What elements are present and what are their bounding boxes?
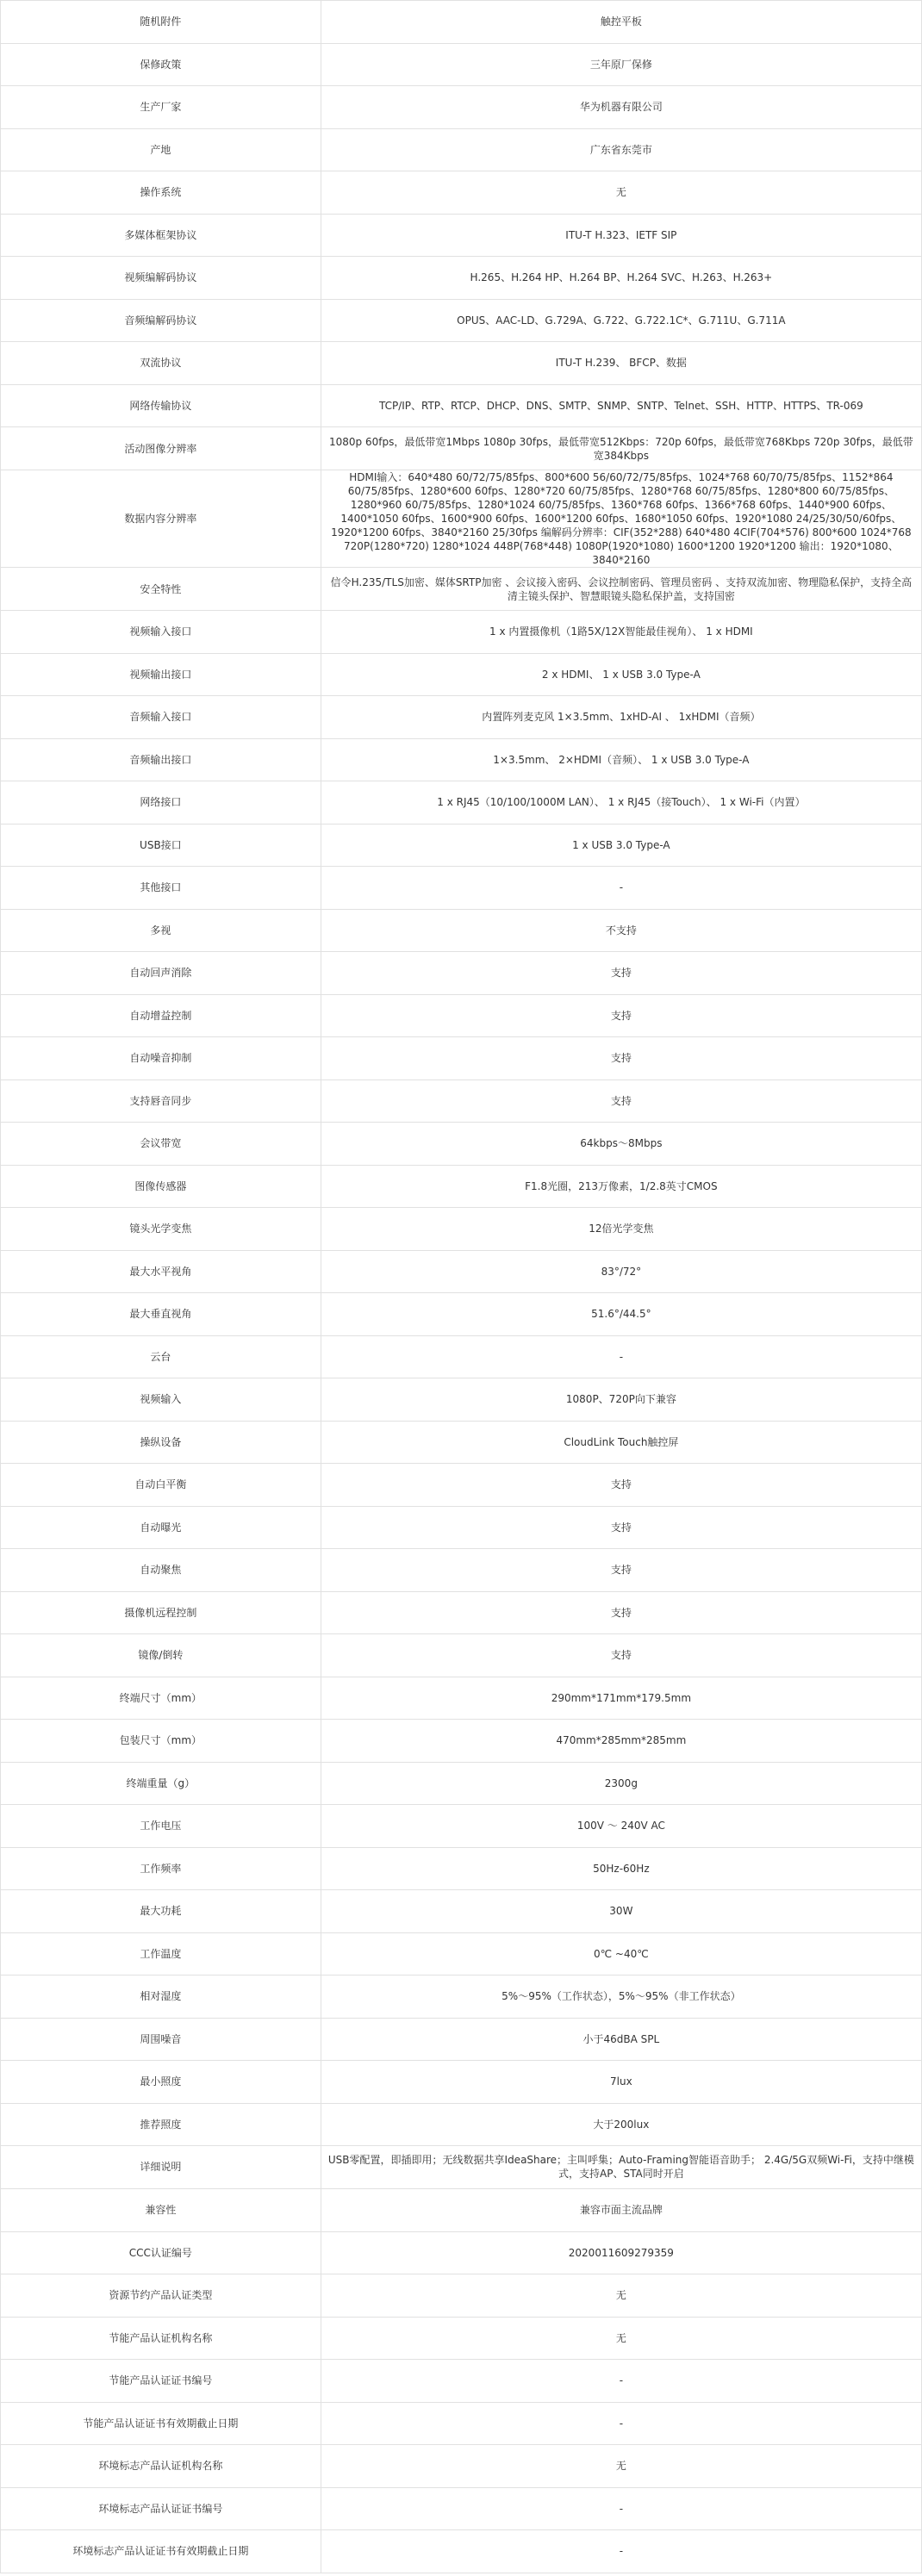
- spec-key: 随机附件: [1, 1, 321, 44]
- spec-row: [1, 1762, 922, 1805]
- spec-key: 镜像/倒转: [1, 1634, 321, 1677]
- spec-key: 资源节约产品认证类型: [1, 2274, 321, 2318]
- spec-key: 自动曝光: [1, 1506, 321, 1549]
- spec-value: 100V ～ 240V AC: [321, 1805, 921, 1848]
- spec-key: 操纵设备: [1, 1421, 321, 1464]
- spec-key: 终端尺寸（mm）: [1, 1677, 321, 1720]
- spec-row: [1, 909, 922, 952]
- spec-value: 信令H.235/TLS加密、媒体SRTP加密 、会议接入密码、会议控制密码、管理员密码 、支持双流加密、物理隐私保护，支持全高清主镜头保护、智慧眼镜头隐私保护盖，支持国密: [321, 568, 921, 611]
- spec-value: 支持: [321, 1506, 921, 1549]
- spec-row: [1, 653, 922, 696]
- spec-row: [1, 738, 922, 781]
- spec-key: 视频编解码协议: [1, 257, 321, 300]
- spec-row: [1, 1847, 922, 1890]
- spec-value: 三年原厂保修: [321, 43, 921, 86]
- spec-key: CCC认证编号: [1, 2231, 321, 2274]
- spec-value: 无: [321, 171, 921, 215]
- spec-value: 51.6°/44.5°: [321, 1293, 921, 1336]
- spec-key: 最大垂直视角: [1, 1293, 321, 1336]
- spec-key: 周围噪音: [1, 2018, 321, 2061]
- spec-table-body: [1, 1, 922, 2573]
- spec-row: [1, 1037, 922, 1080]
- spec-value: 7lux: [321, 2061, 921, 2104]
- spec-value: 小于46dBA SPL: [321, 2018, 921, 2061]
- spec-key: 其他接口: [1, 867, 321, 910]
- spec-value: -: [321, 867, 921, 910]
- spec-key: USB接口: [1, 824, 321, 867]
- spec-key: 环境标志产品认证证书编号: [1, 2487, 321, 2530]
- spec-value: 无: [321, 2274, 921, 2318]
- spec-value: USB零配置，即插即用；无线数据共享IdeaShare；主叫呼集；Auto-Framing智能语音助手； 2.4G/5G双频Wi-Fi，支持中继模式，支持AP、STA同时开启: [321, 2146, 921, 2189]
- spec-key: 网络传输协议: [1, 384, 321, 427]
- spec-key: 摄像机远程控制: [1, 1591, 321, 1634]
- spec-row: [1, 696, 922, 739]
- spec-row: [1, 952, 922, 995]
- spec-value: 大于200lux: [321, 2103, 921, 2146]
- spec-key: 最大水平视角: [1, 1250, 321, 1293]
- spec-key: 视频输入: [1, 1378, 321, 1422]
- spec-key: 音频输出接口: [1, 738, 321, 781]
- spec-row: [1, 1165, 922, 1208]
- spec-row: [1, 1, 922, 44]
- spec-key: 工作温度: [1, 1932, 321, 1976]
- spec-value: -: [321, 2530, 921, 2573]
- spec-row: [1, 1123, 922, 1166]
- spec-row: [1, 611, 922, 654]
- spec-key: 镜头光学变焦: [1, 1208, 321, 1251]
- spec-value: 1080P、720P向下兼容: [321, 1378, 921, 1422]
- spec-row: [1, 2061, 922, 2104]
- spec-value: 1×3.5mm、 2×HDMI（音频）、 1 x USB 3.0 Type-A: [321, 738, 921, 781]
- spec-key: 生产厂家: [1, 86, 321, 129]
- spec-row: [1, 1591, 922, 1634]
- spec-row: [1, 1293, 922, 1336]
- spec-row: [1, 2317, 922, 2360]
- spec-row: [1, 342, 922, 385]
- spec-key: 兼容性: [1, 2188, 321, 2231]
- spec-value: 支持: [321, 1591, 921, 1634]
- spec-row: [1, 257, 922, 300]
- spec-key: 自动聚焦: [1, 1549, 321, 1592]
- spec-key: 图像传感器: [1, 1165, 321, 1208]
- spec-key: 终端重量（g）: [1, 1762, 321, 1805]
- spec-row: [1, 2018, 922, 2061]
- spec-row: [1, 1634, 922, 1677]
- spec-row: [1, 384, 922, 427]
- spec-value: 触控平板: [321, 1, 921, 44]
- spec-value: 290mm*171mm*179.5mm: [321, 1677, 921, 1720]
- spec-key: 最大功耗: [1, 1890, 321, 1933]
- spec-row: [1, 2360, 922, 2403]
- spec-row: [1, 1378, 922, 1422]
- spec-value: 2020011609279359: [321, 2231, 921, 2274]
- spec-key: 视频输入接口: [1, 611, 321, 654]
- spec-row: [1, 781, 922, 824]
- spec-value: 2 x HDMI、 1 x USB 3.0 Type-A: [321, 653, 921, 696]
- spec-value: 不支持: [321, 909, 921, 952]
- spec-key: 云台: [1, 1335, 321, 1378]
- spec-row: [1, 2274, 922, 2318]
- spec-key: 数据内容分辨率: [1, 470, 321, 568]
- spec-row: [1, 2146, 922, 2189]
- spec-value: 支持: [321, 1080, 921, 1123]
- spec-key: 最小照度: [1, 2061, 321, 2104]
- spec-value: -: [321, 1335, 921, 1378]
- spec-key: 环境标志产品认证机构名称: [1, 2445, 321, 2488]
- spec-row: [1, 1335, 922, 1378]
- spec-value: 30W: [321, 1890, 921, 1933]
- spec-key: 活动图像分辨率: [1, 427, 321, 470]
- spec-value: 支持: [321, 1037, 921, 1080]
- spec-value: 支持: [321, 1634, 921, 1677]
- spec-row: [1, 1677, 922, 1720]
- spec-row: [1, 2188, 922, 2231]
- spec-key: 包装尺寸（mm）: [1, 1720, 321, 1763]
- spec-key: 会议带宽: [1, 1123, 321, 1166]
- spec-key: 自动噪音抑制: [1, 1037, 321, 1080]
- spec-key: 保修政策: [1, 43, 321, 86]
- spec-row: [1, 1208, 922, 1251]
- spec-key: 双流协议: [1, 342, 321, 385]
- spec-key: 音频编解码协议: [1, 299, 321, 342]
- spec-value: -: [321, 2402, 921, 2445]
- spec-key: 安全特性: [1, 568, 321, 611]
- spec-row: [1, 470, 922, 568]
- spec-row: [1, 824, 922, 867]
- spec-value: HDMI输入：640*480 60/72/75/85fps、800*600 56/60/72/75/85fps、1024*768 60/70/75/85fps、1152*864 60/75/85fps、1280*600 60fps、1280*720 60/75/85fps、1280*768 60/75/85fps、1280*800 60/75/85fps、1280*960 60/75/85fps、1280*1024 60/75/85fps、1360*768 60fps、1366*768 60fps、1440*900 60fps、1400*1050 60fps、1600*900 60fps、1600*1200 60fps、1680*1050 60fps、1920*1080 24/25/30/50/60fps、1920*1200 60fps、3840*2160 25/30fps 编解码分辨率：CIF(352*288) 640*480 4CIF(704*576) 800*600 1024*768 720P(1280*720) 1280*1024 448P(768*448) 1080P(1920*1080) 1600*1200 1920*1200 输出：1920*1080、3840*2160: [321, 470, 921, 568]
- spec-value: 1 x 内置摄像机（1路5X/12X智能最佳视角）、 1 x HDMI: [321, 611, 921, 654]
- spec-key: 支持唇音同步: [1, 1080, 321, 1123]
- spec-value: 2300g: [321, 1762, 921, 1805]
- spec-row: [1, 2445, 922, 2488]
- spec-row: [1, 1549, 922, 1592]
- spec-key: 多媒体框架协议: [1, 214, 321, 257]
- spec-key: 多视: [1, 909, 321, 952]
- spec-key: 推荐照度: [1, 2103, 321, 2146]
- spec-value: -: [321, 2360, 921, 2403]
- spec-row: [1, 1506, 922, 1549]
- spec-key: 自动回声消除: [1, 952, 321, 995]
- spec-row: [1, 86, 922, 129]
- spec-value: H.265、H.264 HP、H.264 BP、H.264 SVC、H.263、H.263+: [321, 257, 921, 300]
- spec-value: 1080p 60fps，最低带宽1Mbps 1080p 30fps，最低带宽512Kbps：720p 60fps，最低带宽768Kbps 720p 30fps，最低带宽384Kbps: [321, 427, 921, 470]
- spec-key: 工作频率: [1, 1847, 321, 1890]
- spec-key: 节能产品认证证书编号: [1, 2360, 321, 2403]
- spec-value: 1 x USB 3.0 Type-A: [321, 824, 921, 867]
- spec-row: [1, 2103, 922, 2146]
- spec-value: F1.8光圈，213万像素，1/2.8英寸CMOS: [321, 1165, 921, 1208]
- spec-value: 支持: [321, 1464, 921, 1507]
- spec-row: [1, 1464, 922, 1507]
- spec-row: [1, 1250, 922, 1293]
- spec-key: 环境标志产品认证证书有效期截止日期: [1, 2530, 321, 2573]
- spec-key: 音频输入接口: [1, 696, 321, 739]
- spec-row: [1, 1890, 922, 1933]
- spec-value: 广东省东莞市: [321, 128, 921, 171]
- spec-key: 节能产品认证机构名称: [1, 2317, 321, 2360]
- spec-row: [1, 1421, 922, 1464]
- spec-key: 节能产品认证证书有效期截止日期: [1, 2402, 321, 2445]
- spec-row: [1, 867, 922, 910]
- spec-value: -: [321, 2487, 921, 2530]
- spec-row: [1, 427, 922, 470]
- spec-value: 5%～95%（工作状态），5%～95%（非工作状态）: [321, 1976, 921, 2019]
- spec-key: 操作系统: [1, 171, 321, 215]
- spec-key: 视频输出接口: [1, 653, 321, 696]
- spec-value: 83°/72°: [321, 1250, 921, 1293]
- spec-value: 12倍光学变焦: [321, 1208, 921, 1251]
- spec-row: [1, 2530, 922, 2573]
- spec-value: 0℃ ~40℃: [321, 1932, 921, 1976]
- spec-value: 无: [321, 2317, 921, 2360]
- spec-row: [1, 299, 922, 342]
- spec-value: 华为机器有限公司: [321, 86, 921, 129]
- spec-row: [1, 1080, 922, 1123]
- spec-value: 兼容市面主流品牌: [321, 2188, 921, 2231]
- spec-value: CloudLink Touch触控屏: [321, 1421, 921, 1464]
- spec-row: [1, 994, 922, 1037]
- spec-value: 50Hz-60Hz: [321, 1847, 921, 1890]
- spec-value: 支持: [321, 1549, 921, 1592]
- spec-key: 自动白平衡: [1, 1464, 321, 1507]
- spec-row: [1, 2402, 922, 2445]
- spec-row: [1, 1976, 922, 2019]
- spec-value: 1 x RJ45（10/100/1000M LAN）、 1 x RJ45（接Touch）、 1 x Wi-Fi（内置）: [321, 781, 921, 824]
- spec-key: 自动增益控制: [1, 994, 321, 1037]
- spec-row: [1, 1805, 922, 1848]
- spec-value: TCP/IP、RTP、RTCP、DHCP、DNS、SMTP、SNMP、SNTP、Telnet、SSH、HTTP、HTTPS、TR-069: [321, 384, 921, 427]
- spec-row: [1, 214, 922, 257]
- spec-value: 支持: [321, 952, 921, 995]
- spec-value: OPUS、AAC-LD、G.729A、G.722、G.722.1C*、G.711U、G.711A: [321, 299, 921, 342]
- spec-value: 470mm*285mm*285mm: [321, 1720, 921, 1763]
- spec-key: 工作电压: [1, 1805, 321, 1848]
- spec-value: 无: [321, 2445, 921, 2488]
- spec-key: 详细说明: [1, 2146, 321, 2189]
- spec-row: [1, 43, 922, 86]
- spec-value: 64kbps～8Mbps: [321, 1123, 921, 1166]
- spec-value: ITU-T H.323、IETF SIP: [321, 214, 921, 257]
- spec-row: [1, 568, 922, 611]
- spec-row: [1, 171, 922, 215]
- spec-value: 支持: [321, 994, 921, 1037]
- spec-row: [1, 2231, 922, 2274]
- spec-row: [1, 2487, 922, 2530]
- spec-key: 网络接口: [1, 781, 321, 824]
- spec-key: 相对湿度: [1, 1976, 321, 2019]
- spec-value: ITU-T H.239、 BFCP、数据: [321, 342, 921, 385]
- spec-row: [1, 1720, 922, 1763]
- spec-key: 产地: [1, 128, 321, 171]
- spec-row: [1, 1932, 922, 1976]
- spec-row: [1, 128, 922, 171]
- spec-value: 内置阵列麦克风 1×3.5mm、1xHD-AI 、 1xHDMI（音频）: [321, 696, 921, 739]
